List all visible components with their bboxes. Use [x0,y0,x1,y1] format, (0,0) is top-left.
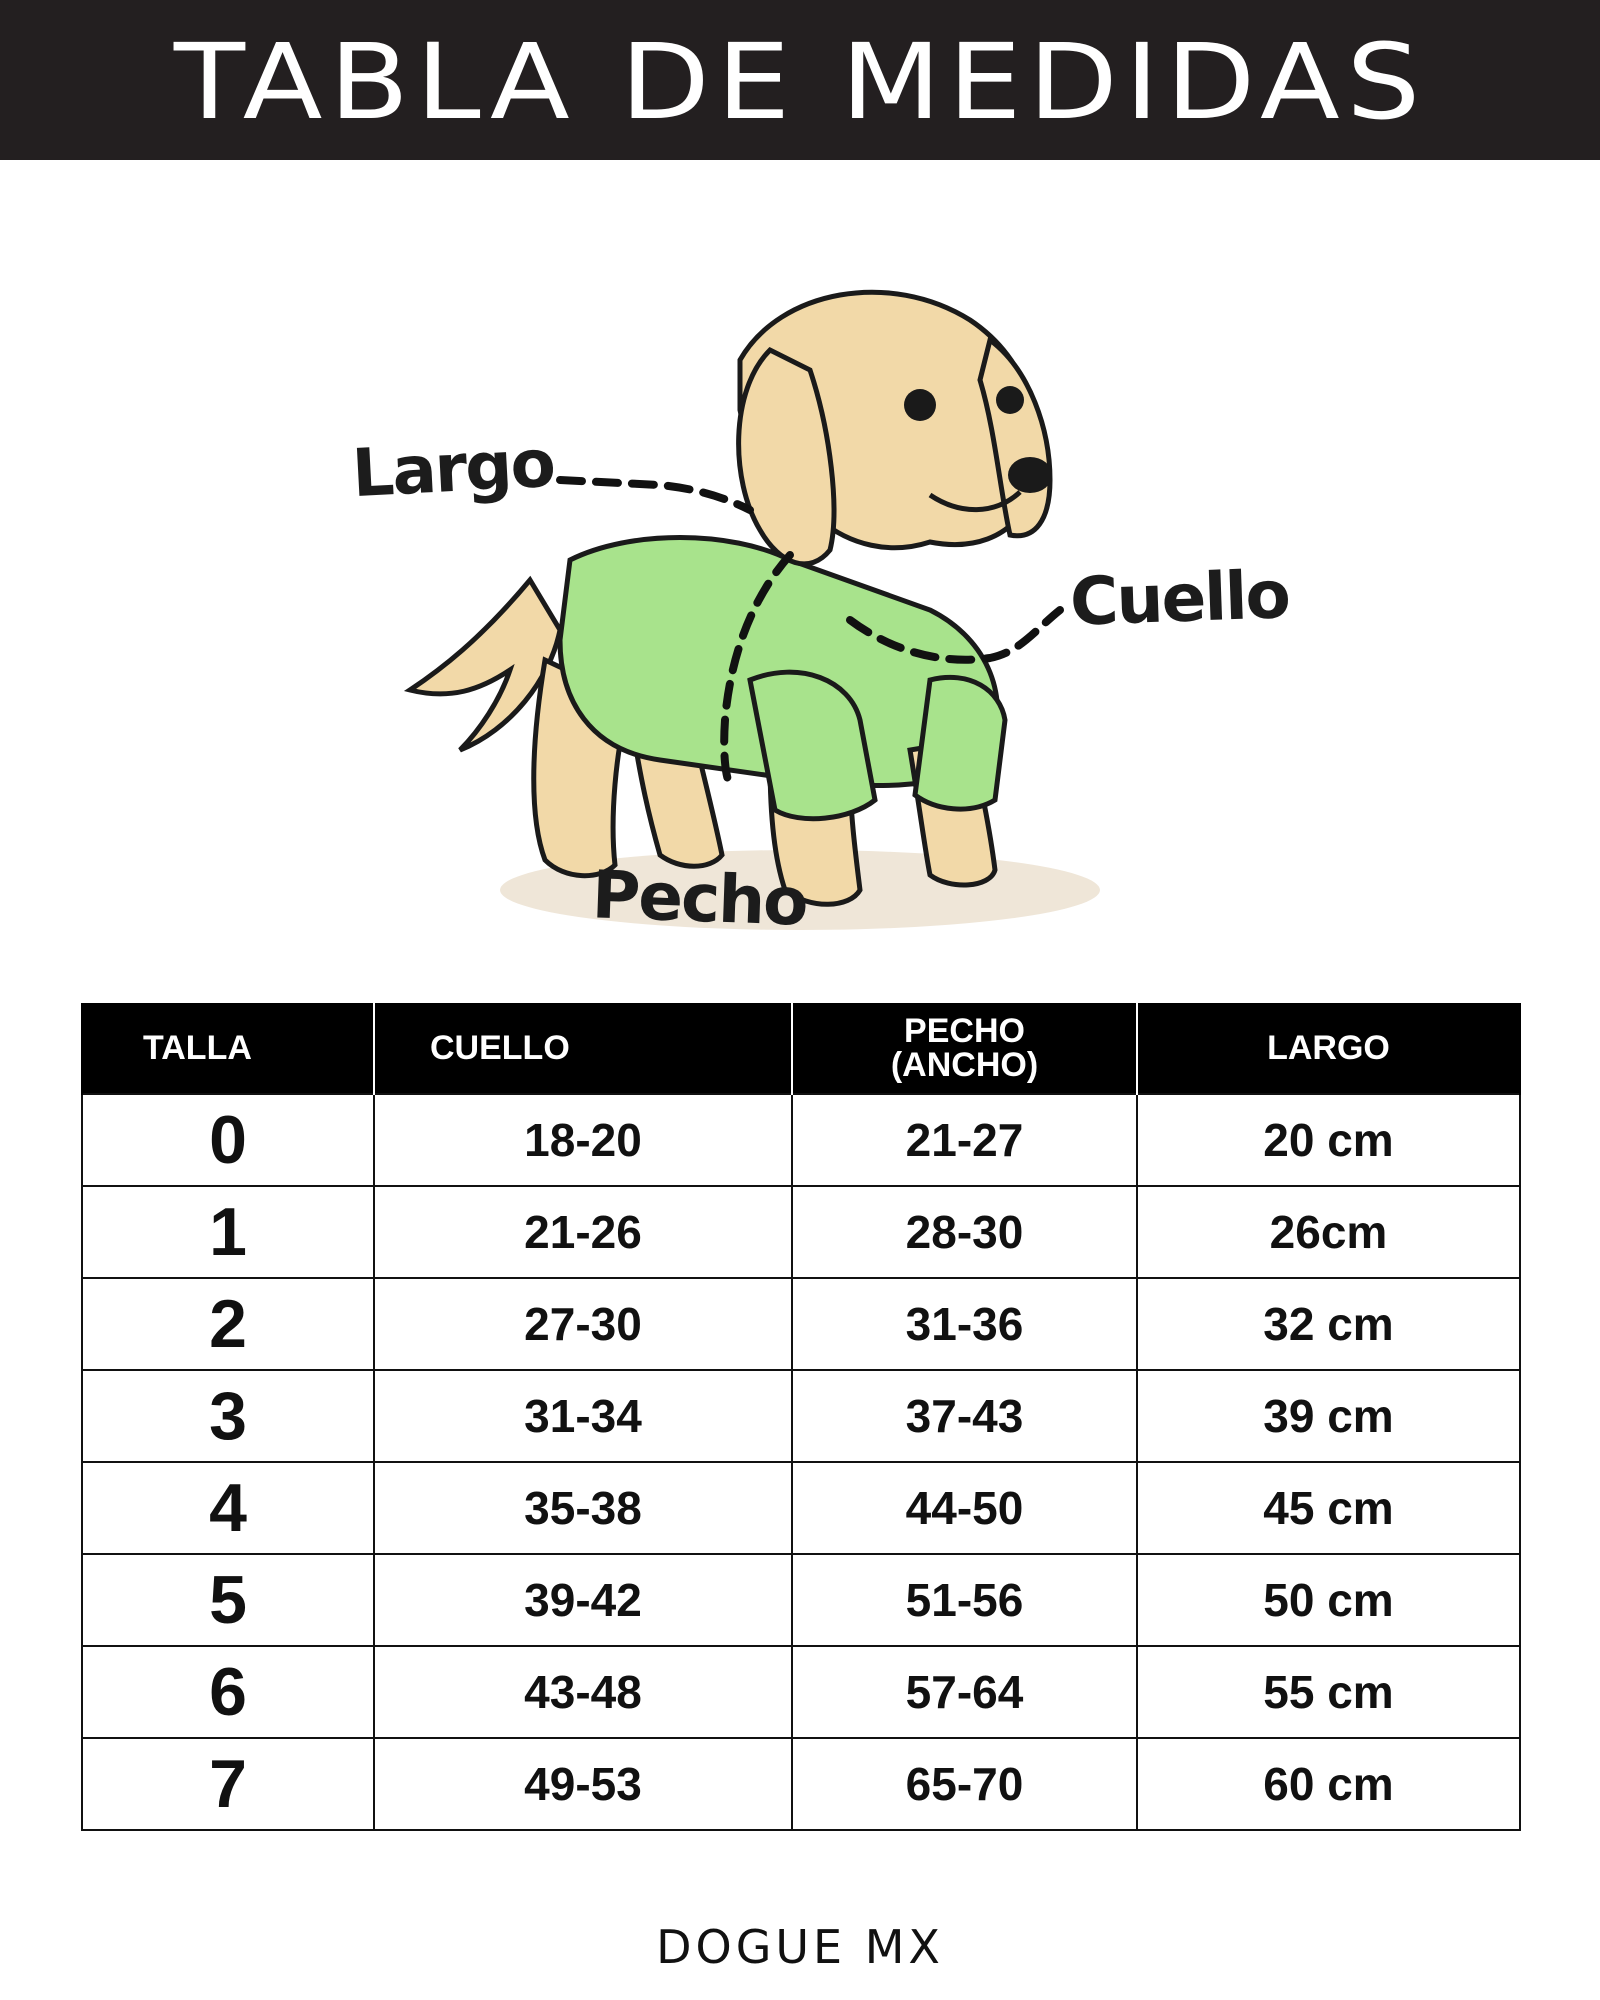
table-row [82,1738,1520,1830]
cell-largo: 60 cm [1137,1738,1520,1830]
cell-cuello: 39-42 [374,1554,792,1646]
header-talla: TALLA [82,1003,374,1094]
cell-talla: 0 [82,1094,374,1186]
cell-cuello: 21-26 [374,1186,792,1278]
brand-footer: DOGUE MX [656,1920,944,1974]
table-row [82,1462,1520,1554]
header-pecho-line1: PECHO [904,1012,1025,1050]
cell-largo: 26cm [1137,1186,1520,1278]
table-row [82,1554,1520,1646]
cell-pecho: 51-56 [792,1554,1137,1646]
table-row [82,1094,1520,1186]
pecho-callout: Pecho [590,856,808,941]
cell-talla: 7 [82,1738,374,1830]
cell-cuello: 43-48 [374,1646,792,1738]
table-row [82,1370,1520,1462]
cell-largo: 50 cm [1137,1554,1520,1646]
sweater-sleeve-2 [915,677,1005,809]
cell-pecho: 37-43 [792,1370,1137,1462]
cell-cuello: 27-30 [374,1278,792,1370]
cell-cuello: 18-20 [374,1094,792,1186]
cell-pecho: 57-64 [792,1646,1137,1738]
header-pecho [792,1003,1137,1094]
cell-talla: 6 [82,1646,374,1738]
size-table [81,1003,1521,1831]
cell-talla: 5 [82,1554,374,1646]
cell-talla: 1 [82,1186,374,1278]
cell-talla: 2 [82,1278,374,1370]
header-cuello: CUELLO [374,1003,792,1094]
cell-pecho: 31-36 [792,1278,1137,1370]
cell-pecho: 65-70 [792,1738,1137,1830]
page-header [0,0,1600,160]
largo-dash-line [560,480,750,510]
table-header-row [82,1003,1520,1094]
dog-eye-left [904,389,936,421]
header-largo: LARGO [1137,1003,1520,1094]
cell-largo: 39 cm [1137,1370,1520,1462]
header-pecho-line2: (ANCHO) [890,1046,1039,1084]
page-title: TABLA DE MEDIDAS [173,21,1427,143]
largo-callout: Largo [350,424,556,513]
cell-cuello: 35-38 [374,1462,792,1554]
table-row [82,1186,1520,1278]
dog-eye-right [996,386,1024,414]
cell-pecho: 28-30 [792,1186,1137,1278]
table-row [82,1646,1520,1738]
cell-cuello: 49-53 [374,1738,792,1830]
dog-nose [1008,457,1052,493]
cell-talla: 4 [82,1462,374,1554]
cell-largo: 45 cm [1137,1462,1520,1554]
cuello-callout: Cuello [1068,556,1291,641]
cell-pecho: 21-27 [792,1094,1137,1186]
cell-talla: 3 [82,1370,374,1462]
cell-largo: 55 cm [1137,1646,1520,1738]
cell-largo: 20 cm [1137,1094,1520,1186]
cell-pecho: 44-50 [792,1462,1137,1554]
cell-cuello: 31-34 [374,1370,792,1462]
cell-largo: 32 cm [1137,1278,1520,1370]
table-row [82,1278,1520,1370]
